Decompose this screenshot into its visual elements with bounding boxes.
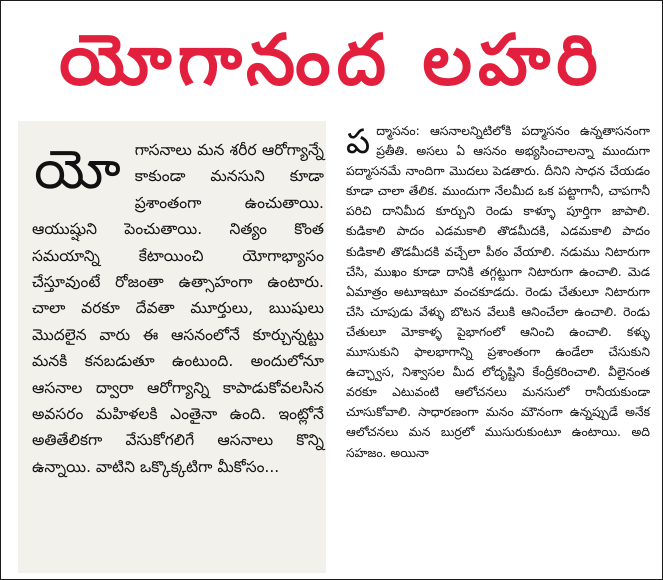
padmasana-body-text: ద్మాసనం: ఆసనాలన్నిటిలోకి పద్మాసనం ఉన్నతాసనంగా ప్రతీతి. అసలు ఏ ఆసనం అభ్యసించాలన్నా ముందుగా పద్మాసనమే నాందిగా మొదలు పెడతారు. దీనిని సాధన చేయడం కూడా చాలా తేలిక. ముందుగా నేలమీద ఒక పట్టాగానీ, చాపగానీ పరిచి దానిమీద కూర్చుని రెండు కాళ్ళూ పూర్తిగా జాపాలి. కుడికాలి పాదం ఎడమకాలి తొడమీదకి, ఎడమకాలి పాదం కుడికాలి తొడమీదకి వచ్చేలా పీఠం వేయాలి. నడుము నిటారుగా చేసి, ముఖం కూడా దానికి తగ్గట్టుగా నిటారుగా ఉంచాలి. మెడ ఏమాత్రం అటూఇటూ వంచకూడదు. రెండు చేతులూ నిటారుగా చేసి చూపుడు వేళ్ళు బొటన వేలుకి ఆనించేలా ఉంచాలి. రెండు చేతులూ మోకాళ్ళ పైభాగంలో ఆనించి ఉంచాలి. కళ్ళు మూసుకుని ఫాలభాగాన్ని ప్రశాంతంగా ఉండేలా చేసుకుని ఉచ్ఛ్వాస, నిశ్వాసల మీద లోదృష్టిని కేంద్రీకరించాలి. వీలైనంత వరకూ ఎటువంటి ఆలోచనలు మనసులో రానీయకుండా చూసుకోవాలి. సాధారణంగా మనం మౌనంగా ఉన్నప్పుడే అనేక ఆలోచనలు మన బుర్రలో ముసురుకుంటూ ఉంటాయి. అది సహజం. అయినా [346,124,650,460]
intro-body-text: గాసనాలు మన శరీర ఆరోగ్యాన్నే కాకుండా మనసుని కూడా ప్రశాంతంగా ఉంచుతాయి. ఆయుష్షుని పెంచుతాయి. నిత్యం కొంత సమయాన్ని కేటాయించి యోగాభ్యాసం చేస్తూవుంటే రోజంతా ఉత్సాహంగా ఉంటారు. చాలా వరకూ దేవతా మూర్తులు, ఋషులు మొదలైన వారు ఈ ఆసనంలోనే కూర్చున్నట్టు మనకి కనబడుతూ ఉంటుంది. అందులోనూ ఆసనాల ద్వారా ఆరోగ్యాన్ని కాపాడుకోవలసిన అవసరం మహిళలకి ఎంతైనా ఉంది. ఇంట్లోనే అతితేలికగా వేసుకోగలిగే ఆసనాలు కొన్ని ఉన్నాయి. వాటిని ఒక్కొక్కటిగా మీకోసం... [32,141,324,476]
padmasana-paragraph [346,121,650,463]
padmasana-column [336,121,654,573]
intro-paragraph [32,137,324,480]
headline: యోగానంద లహరి [59,19,604,101]
intro-drop-cap: యో [34,138,121,201]
padmasana-drop-cap: ప [346,122,371,162]
intro-column [18,121,326,573]
